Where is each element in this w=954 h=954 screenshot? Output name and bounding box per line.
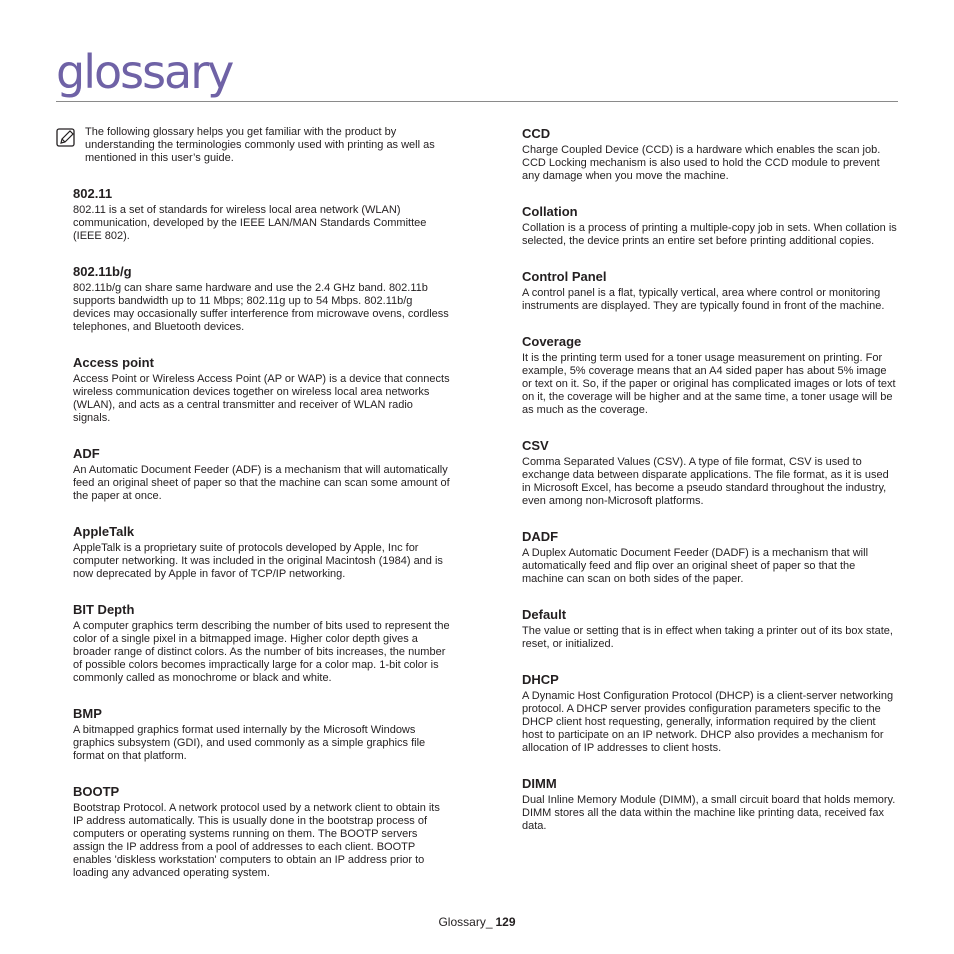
glossary-term: DHCP: [522, 672, 559, 687]
glossary-definition: It is the printing term used for a toner usage measurement on printing. For example, 5% coverage means that an A4 sided paper has about 5% image or text on it. So, if the paper or original has complicated images or lots of text on it, the coverage will be higher and at the same time, a toner usage will be as much as the coverage.: [522, 352, 896, 416]
glossary-definition: Charge Coupled Device (CCD) is a hardware which enables the scan job. CCD Locking mechanism is also used to hold the CCD module to prevent any damage when you move the machine.: [522, 144, 881, 182]
glossary-entry: [73, 784, 451, 880]
glossary-definition: A bitmapped graphics format used internally by the Microsoft Windows graphics subsystem (GDI), and used commonly as a simple graphics file format on that platform.: [73, 724, 426, 762]
glossary-term: Control Panel: [522, 269, 607, 284]
page-title: glossary: [56, 45, 233, 99]
glossary-entry: [522, 529, 898, 586]
note-box: [56, 126, 448, 165]
glossary-definition: 802.11 is a set of standards for wireless local area network (WLAN) communication, developed by the IEEE LAN/MAN Standards Committee (IEEE 802).: [73, 204, 427, 242]
glossary-entry: [522, 334, 898, 417]
page-number: 129: [495, 915, 516, 929]
glossary-term: BOOTP: [73, 784, 120, 799]
glossary-term: BIT Depth: [73, 602, 135, 617]
glossary-entry: [73, 355, 451, 425]
glossary-term: CSV: [522, 438, 549, 453]
glossary-term: Collation: [522, 204, 578, 219]
glossary-definition: Comma Separated Values (CSV). A type of file format, CSV is used to exchange data between disparate applications. The file format, as it is used in Microsoft Excel, has become a pseudo standard throughout the industry, even among non-Microsoft platforms.: [522, 456, 889, 507]
glossary-definition: Access Point or Wireless Access Point (AP or WAP) is a device that connects wireless communication devices together on wireless local area networks (WLAN), and acts as a central transmitter and receiver of WLAN radio signals.: [73, 373, 450, 424]
glossary-definition: The value or setting that is in effect when taking a printer out of its box state, reset, or initialized.: [522, 625, 893, 650]
glossary-entry: [73, 264, 451, 334]
note-text: The following glossary helps you get familiar with the product by understanding the terminologies commonly used with printing as well as mentioned in this user’s guide.: [85, 126, 435, 164]
title-divider: [56, 101, 898, 102]
glossary-term: 802.11b/g: [73, 264, 132, 279]
glossary-term: 802.11: [73, 186, 113, 201]
glossary-definition: 802.11b/g can share same hardware and use the 2.4 GHz band. 802.11b supports bandwidth up to 11 Mbps; 802.11g up to 54 Mbps. 802.11b/g devices may occasionally suffer interference from microwave ovens, cordless telephones, and Bluetooth devices.: [73, 282, 449, 333]
glossary-entry: [522, 204, 898, 248]
glossary-definition: A Duplex Automatic Document Feeder (DADF) is a mechanism that will automatically feed and flip over an original sheet of paper so that the machine can scan on both sides of the paper.: [522, 547, 869, 585]
glossary-definition: A Dynamic Host Configuration Protocol (DHCP) is a client-server networking protocol. A DHCP server provides configuration parameters specific to the DHCP client host requesting, generally, information required by the client host to participate on an IP network. DHCP also provides a mechanism for allocation of IP addresses to client hosts.: [522, 690, 894, 754]
glossary-definition: AppleTalk is a proprietary suite of protocols developed by Apple, Inc for computer networking. It was included in the original Macintosh (1984) and is now deprecated by Apple in favor of TCP/IP networking.: [73, 542, 443, 580]
glossary-entry: [73, 602, 451, 685]
glossary-term: DIMM: [522, 776, 557, 791]
glossary-entry: [522, 126, 898, 183]
glossary-entry: [522, 672, 898, 755]
glossary-entry: [73, 446, 451, 503]
glossary-entry: [522, 438, 898, 508]
note-pencil-icon: [56, 128, 76, 148]
glossary-definition: Bootstrap Protocol. A network protocol used by a network client to obtain its IP address automatically. This is usually done in the bootstrap process of computers or operating systems running on them. The BOOTP servers assign the IP address from a pool of addresses to each client. BOOTP enables 'diskless workstation' computers to obtain an IP address prior to loading any advanced operating system.: [73, 802, 440, 879]
glossary-entry: [73, 186, 451, 243]
glossary-definition: A computer graphics term describing the number of bits used to represent the color of a single pixel in a bitmapped image. Higher color depth gives a broader range of distinct colors. As the number of bits increases, the number of possible colors becomes impractically large for a color map. 1-bit color is commonly called as monochrome or black and white.: [73, 620, 450, 684]
glossary-definition: Collation is a process of printing a multiple-copy job in sets. When collation is selected, the device prints an entire set before printing additional copies.: [522, 222, 897, 247]
footer-label: Glossary_: [438, 915, 493, 929]
glossary-term: DADF: [522, 529, 559, 544]
glossary-definition: An Automatic Document Feeder (ADF) is a mechanism that will automatically feed an original sheet of paper so that the machine can scan some amount of the paper at once.: [73, 464, 450, 502]
left-column: [73, 186, 451, 901]
glossary-definition: A control panel is a flat, typically vertical, area where control or monitoring instruments are displayed. They are typically found in front of the machine.: [522, 287, 885, 312]
glossary-term: CCD: [522, 126, 551, 141]
glossary-term: Default: [522, 607, 567, 622]
glossary-entry: [73, 706, 451, 763]
glossary-term: BMP: [73, 706, 102, 721]
glossary-term: Coverage: [522, 334, 582, 349]
right-column: [522, 126, 898, 854]
page-footer: [0, 914, 954, 930]
glossary-term: AppleTalk: [73, 524, 135, 539]
glossary-definition: Dual Inline Memory Module (DIMM), a small circuit board that holds memory. DIMM stores all the data within the machine like printing data, received fax data.: [522, 794, 896, 832]
glossary-term: ADF: [73, 446, 100, 461]
glossary-entry: [73, 524, 451, 581]
glossary-term: Access point: [73, 355, 154, 370]
glossary-entry: [522, 776, 898, 833]
glossary-entry: [522, 269, 898, 313]
glossary-entry: [522, 607, 898, 651]
